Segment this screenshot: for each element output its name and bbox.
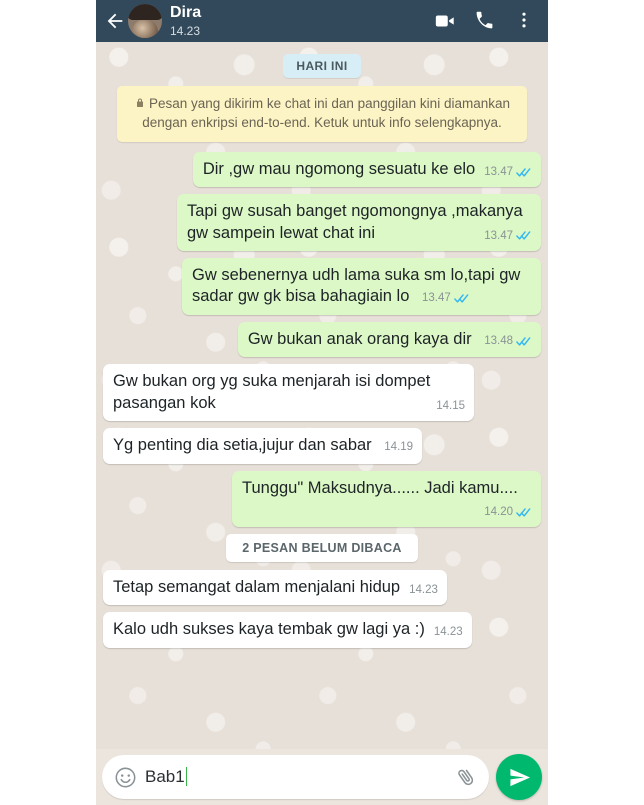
overflow-menu-icon[interactable] [514, 10, 536, 32]
message-bubble-outgoing[interactable] [193, 152, 541, 187]
read-receipt-icon [454, 293, 470, 304]
message-text: Dir ,gw mau ngomong sesuatu ke elo [202, 159, 476, 178]
message-bubble-outgoing[interactable] [182, 258, 541, 315]
message-text: Kalo udh sukses kaya tembak gw lagi ya :) [113, 620, 425, 639]
unread-messages-divider: 2 PESAN BELUM DIBACA [226, 534, 418, 562]
message-time: 14.20 [484, 506, 513, 518]
message-bubble-outgoing[interactable] [238, 322, 541, 357]
table-row [103, 612, 541, 647]
message-time: 14.15 [436, 399, 465, 412]
read-receipt-icon [516, 507, 532, 518]
message-meta [484, 334, 532, 349]
encryption-notice[interactable] [117, 86, 527, 142]
message-meta [484, 229, 532, 244]
message-input-pill[interactable] [102, 755, 489, 799]
message-text: Tapi gw susah banget ngomongnya ,makanya gw sampein lewat chat ini [187, 202, 523, 242]
composer-bar [96, 749, 548, 805]
table-row [103, 364, 541, 421]
message-bubble-incoming[interactable] [103, 570, 447, 605]
message-meta [409, 583, 438, 598]
contact-info[interactable] [170, 5, 434, 37]
lock-icon [134, 96, 146, 114]
paperclip-icon[interactable] [451, 762, 482, 793]
read-receipt-icon [516, 336, 532, 347]
message-meta [384, 440, 413, 455]
read-receipt-icon [516, 230, 532, 241]
message-text: Gw sebenernya udh lama suka sm lo,tapi gw sadar gw gk bisa bahagiain lo [192, 265, 521, 306]
message-time: 13.47 [484, 165, 513, 178]
message-bubble-outgoing[interactable] [232, 471, 541, 527]
message-text: Yg penting dia setia,jujur dan sabar [113, 436, 372, 455]
message-meta [484, 165, 532, 180]
message-bubble-outgoing[interactable] [177, 194, 541, 251]
contact-status: 14.23 [170, 23, 201, 38]
message-bubble-incoming[interactable] [103, 364, 474, 421]
left-margin [0, 0, 96, 805]
table-row [103, 322, 541, 357]
phone-call-icon[interactable] [474, 10, 496, 32]
message-meta [436, 399, 465, 414]
contact-name: Dira [170, 4, 202, 21]
message-time: 14.19 [384, 441, 414, 454]
message-time: 14.23 [433, 626, 463, 639]
message-text: Tetap semangat dalam menjalani hidup [113, 577, 401, 596]
table-row [103, 152, 541, 187]
message-text: Gw bukan anak orang kaya dir [247, 329, 472, 348]
text-caret [186, 767, 188, 786]
right-margin [548, 0, 644, 805]
message-text: Gw bukan org yg suka menjarah isi dompet pasangan kok [113, 372, 431, 412]
table-row [103, 258, 541, 315]
unread-divider-row [103, 534, 541, 562]
table-row [103, 194, 541, 251]
message-meta [434, 625, 463, 640]
date-divider: HARI INI [283, 54, 360, 78]
message-time: 14.23 [409, 583, 438, 596]
table-row [103, 570, 541, 605]
table-row [103, 428, 541, 463]
composer-value: Bab1 [145, 767, 185, 786]
read-receipt-icon [516, 167, 532, 178]
emoji-smiley-icon[interactable] [114, 766, 137, 789]
encryption-notice-text: Pesan yang dikirim ke chat ini dan panggilan kini diamankan dengan enkripsi end-to-end. Ketuk untuk info selengkapnya. [142, 96, 510, 130]
message-meta [484, 505, 532, 520]
video-call-icon[interactable] [434, 10, 456, 32]
back-arrow-icon[interactable] [104, 10, 126, 32]
message-text: Tunggu" Maksudnya...... Jadi kamu.... [242, 478, 518, 497]
chat-header [96, 0, 548, 42]
message-bubble-incoming[interactable] [103, 612, 472, 647]
message-bubble-incoming[interactable] [103, 428, 422, 463]
message-time: 13.48 [484, 334, 513, 347]
message-list[interactable] [96, 42, 548, 749]
date-divider-row [103, 54, 541, 78]
table-row [103, 471, 541, 527]
send-button[interactable] [496, 754, 542, 800]
search-input[interactable] [145, 767, 447, 787]
message-meta [422, 291, 470, 306]
avatar[interactable] [128, 4, 162, 38]
send-icon [508, 766, 531, 789]
whatsapp-chat-screen [96, 0, 548, 805]
message-time: 13.47 [422, 292, 451, 305]
message-time: 13.47 [484, 229, 513, 242]
header-actions [434, 10, 540, 32]
